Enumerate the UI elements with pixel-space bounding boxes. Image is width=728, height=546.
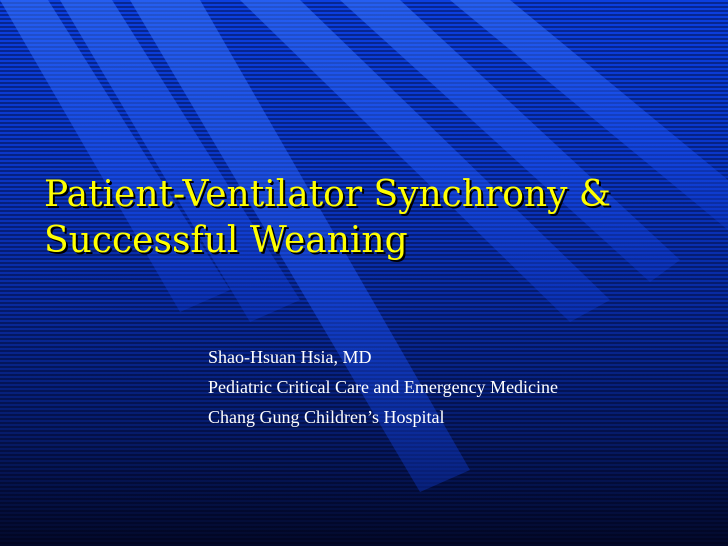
byline (208, 342, 558, 432)
title-line-1: Patient-Ventilator Synchrony & (44, 174, 611, 215)
department-name: Pediatric Critical Care and Emergency Medicine (208, 377, 559, 397)
author-name: Shao-Hsuan Hsia, MD (208, 347, 372, 367)
institution-name: Chang Gung Children’s Hospital (208, 407, 445, 427)
title-line-2: Successful Weaning (44, 220, 408, 261)
slide-title (44, 172, 611, 264)
